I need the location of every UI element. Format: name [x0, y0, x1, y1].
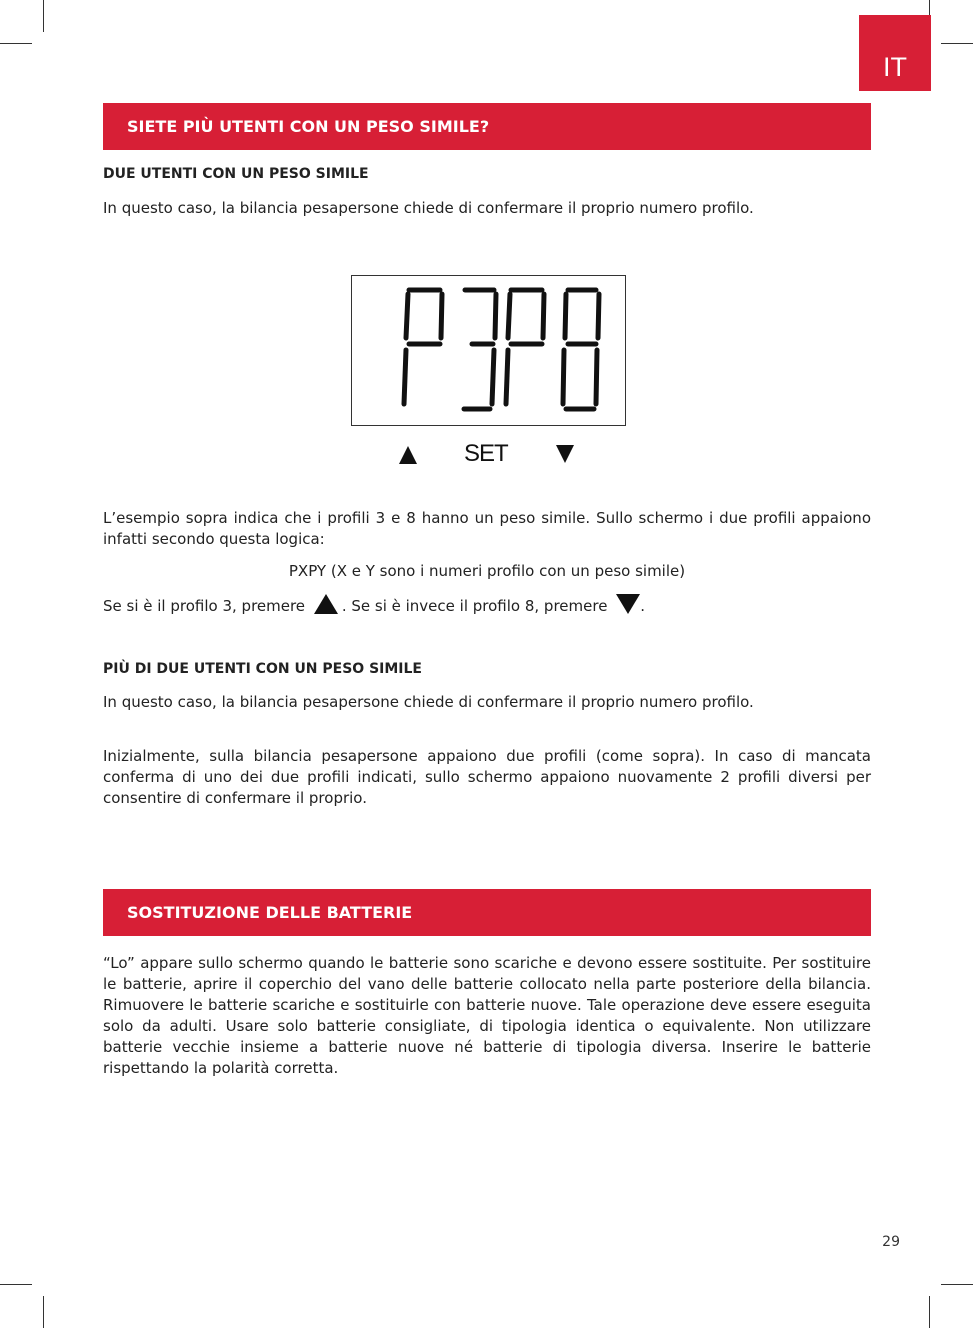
paragraph-example-explanation: L’esempio sopra indica che i profili 3 e 8 hanno un peso simile. Sullo schermo i due profili appaiono infatti secondo questa logica:: [103, 509, 871, 548]
lcd-button-row: [351, 438, 626, 472]
crop-mark: [941, 1284, 973, 1285]
lcd-digit-p-1: [404, 290, 442, 404]
down-triangle-icon: [616, 594, 640, 614]
section-title: SIETE PIÙ UTENTI CON UN PESO SIMILE?: [127, 117, 490, 136]
paragraph-batteries: “Lo” appare sullo schermo quando le batterie sono scariche e devono essere sostituite. Per sostituire le batterie, aprire il coperchio del vano delle batterie collocato nella parte posteriore della bilancia. Rimuovere le batterie scariche e sostituirle con batterie nuove. Tale operazione deve essere eseguita solo da adulti. Usare solo batterie consigliate, di tipologia identica o equivalente. Non utilizzare batterie vecchie insieme a batterie nuove né batterie di tipologia diversa. Inserire le batterie rispettando la polarità corretta.: [103, 954, 871, 1077]
section-header-batteries: [103, 889, 871, 936]
lcd-digits: [352, 276, 625, 425]
language-tab: [859, 15, 931, 91]
instruction-line: [103, 594, 871, 617]
lcd-digit-8: [563, 290, 599, 409]
paragraph-more-users-intro: In questo caso, la bilancia pesapersone chiede di confermare il proprio numero profilo.: [103, 693, 754, 711]
crop-mark: [0, 43, 32, 44]
crop-mark: [43, 1296, 44, 1328]
subheading-two-users: DUE UTENTI CON UN PESO SIMILE: [103, 166, 369, 182]
crop-mark: [941, 43, 973, 44]
crop-mark: [43, 0, 44, 32]
lcd-digit-p-2: [506, 290, 544, 404]
crop-mark: [0, 1284, 32, 1285]
formula-line: PXPY (X e Y sono i numeri profilo con un peso simile): [288, 562, 686, 580]
paragraph-more-users-detail: Inizialmente, sulla bilancia pesapersone appaiono due profili (come sopra). In caso di mancata conferma di uno dei due profili indicati, sullo schermo appaiono nuovamente 2 profili diversi per consentire di confermare il proprio.: [103, 747, 871, 807]
language-tab-label: IT: [883, 51, 907, 82]
page-number: 29: [882, 1234, 900, 1250]
lcd-display: [351, 275, 626, 426]
instruction-text-2: . Se si è invece il profilo 8, premere: [341, 597, 608, 615]
set-label: SET: [464, 440, 508, 467]
up-triangle-icon: [398, 445, 418, 465]
lcd-digit-3: [464, 290, 496, 409]
subheading-more-users: PIÙ DI DUE UTENTI CON UN PESO SIMILE: [103, 661, 422, 677]
paragraph-two-users-intro: In questo caso, la bilancia pesapersone chiede di confermare il proprio numero profilo.: [103, 199, 754, 217]
instruction-text-1: Se si è il profilo 3, premere: [103, 597, 306, 615]
instruction-text-3: .: [640, 597, 645, 615]
section-header-multiple-users: [103, 103, 871, 150]
up-triangle-icon: [314, 594, 338, 614]
section-title: SOSTITUZIONE DELLE BATTERIE: [127, 903, 413, 922]
crop-mark: [929, 1296, 930, 1328]
down-triangle-icon: [555, 444, 575, 464]
